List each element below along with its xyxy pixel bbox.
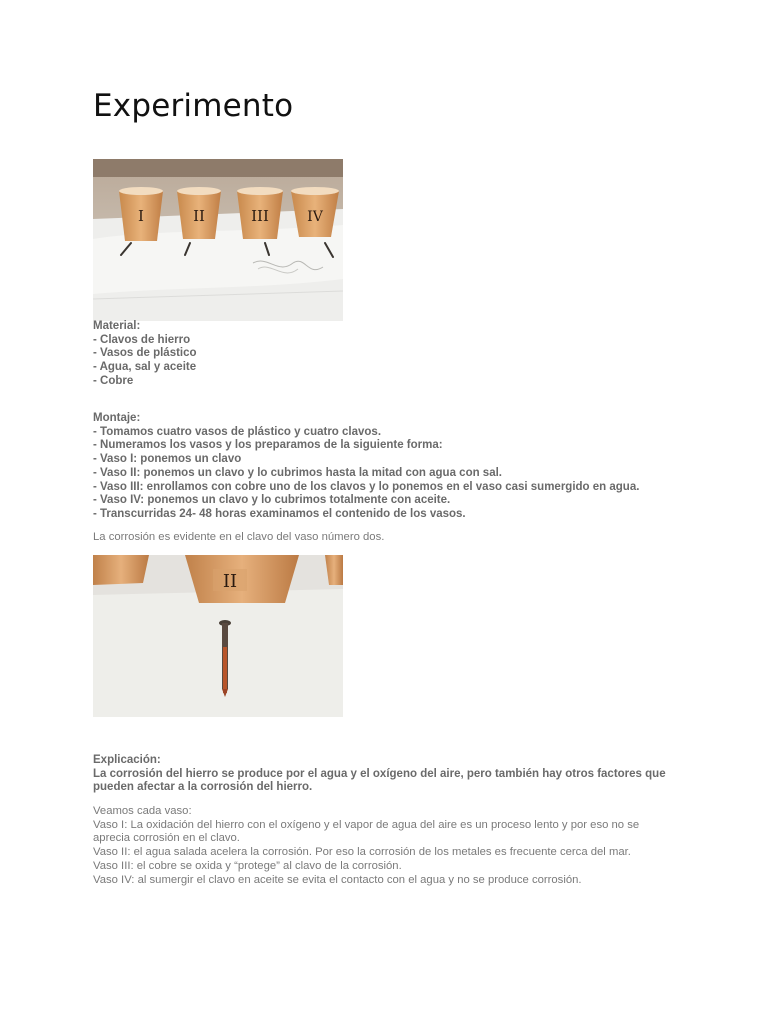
cup-1 [119,187,163,241]
svg-text:III: III [251,207,269,225]
material-item: - Agua, sal y aceite [93,361,197,374]
montaje-item: - Numeramos los vasos y los preparamos de la siguiente forma: [93,439,443,452]
vasos-intro: Veamos cada vaso: [93,805,192,817]
material-item: - Clavos de hierro [93,333,191,346]
svg-text:IV: IV [307,209,323,225]
closeup-photo-illustration [93,555,343,717]
montaje-item: - Vaso II: ponemos un clavo y lo cubrimos hasta la mitad con agua con sal. [93,466,502,479]
material-item: - Vasos de plástico [93,347,197,360]
experiment-photo-closeup [93,555,343,717]
montaje-item: - Tomamos cuatro vasos de plástico y cuatro clavos. [93,425,382,438]
montaje-item: - Vaso III: enrollamos con cobre uno de los clavos y lo ponemos en el vaso casi sumergido en agua. [93,480,640,493]
montaje-heading: Montaje: [93,412,141,424]
material-heading: Material: [93,320,141,332]
vasos-section [93,805,673,887]
vaso-line: Vaso IV: al sumergir el clavo en aceite se evita el contacto con el agua y no se produce corrosión. [93,873,582,886]
vaso-line: Vaso II: el agua salada acelera la corrosión. Por eso la corrosión de los metales es frecuente cerca del mar. [93,846,631,859]
explicacion-heading: Explicación: [93,754,161,766]
cups-photo-illustration [93,159,343,321]
closeup-cup-label: II [222,571,238,592]
vaso-line: Vaso I: La oxidación del hierro con el oxígeno y el vapor de agua del aire es un proceso lento y por eso no se aprecia corrosión en el clavo. [93,818,640,845]
explicacion-text: La corrosión del hierro se produce por el agua y el oxígeno del aire, pero también hay otros factores que pueden afectar a la corrosión del hierro. [93,767,666,794]
vaso-line: Vaso III: el cobre se oxida y “protege” al clavo de la corrosión. [93,859,402,872]
material-section [93,320,683,389]
page-title: Experimento [93,88,294,124]
montaje-item: - Transcurridas 24- 48 horas examinamos el contenido de los vasos. [93,507,466,520]
svg-text:I: I [138,207,144,225]
material-item: - Cobre [93,374,134,387]
svg-text:II: II [193,207,205,225]
observation-text: La corrosión es evidente en el clavo del vaso número dos. [93,531,385,543]
montaje-section [93,412,683,522]
cup-3 [237,187,283,239]
explicacion-section [93,754,683,795]
experiment-photo-cups [93,159,343,321]
cup-2 [177,187,221,239]
montaje-item: - Vaso I: ponemos un clavo [93,453,242,466]
montaje-item: - Vaso IV: ponemos un clavo y lo cubrimos totalmente con aceite. [93,494,451,507]
cup-4 [291,187,339,237]
